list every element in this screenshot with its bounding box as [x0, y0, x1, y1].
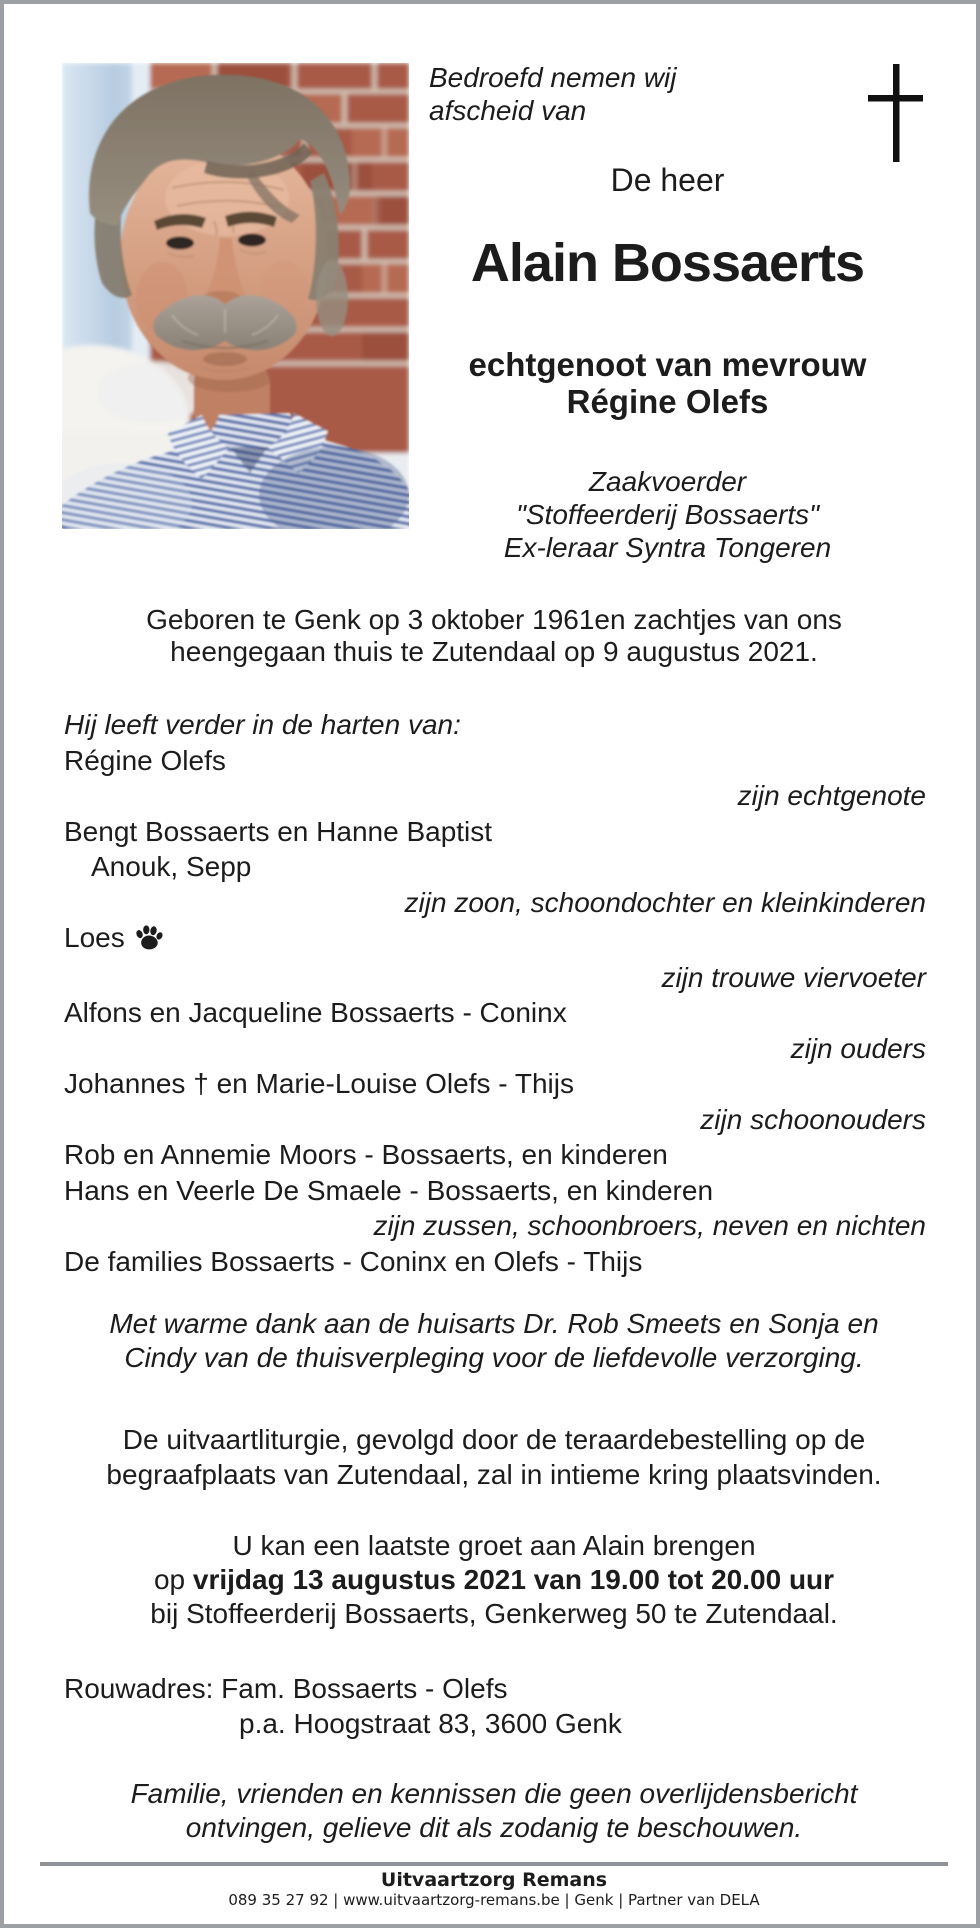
mourning-address: [64, 1671, 926, 1741]
latin-cross-icon: [868, 64, 926, 164]
intro-line2: afscheid van: [429, 95, 587, 126]
spouse-line2: Régine Olefs: [566, 383, 769, 420]
portrait-photo: [62, 63, 409, 529]
role-line: Zaakvoerder: [588, 466, 747, 497]
roles: [409, 465, 926, 564]
relation-label: zijn zussen, schoonbroers, neven en nichten: [373, 1210, 926, 1241]
survivor-line: Régine Olefs: [64, 744, 226, 776]
life-dates-line1: Geboren te Genk op 3 oktober 1961en zachtjes van ons: [146, 604, 842, 635]
survivor-line: Alfons en Jacqueline Bossaerts - Coninx: [64, 997, 567, 1028]
farewell-text: [62, 1529, 926, 1631]
thanks-line1: Met warme dank aan de huisarts Dr. Rob Smeets en Sonja en: [109, 1308, 879, 1339]
farewell-line1: U kan een laatste groet aan Alain brengen: [232, 1530, 756, 1561]
liturgy-line2: begraafplaats van Zutendaal, zal in intieme kring plaatsvinden.: [106, 1459, 882, 1490]
liturgy-line1: De uitvaartliturgie, gevolgd door de teraardebestelling op de: [122, 1424, 866, 1455]
farewell-line3: bij Stoffeerderij Bossaerts, Genkerweg 50 te Zutendaal.: [150, 1598, 838, 1629]
salutation: De heer: [610, 162, 725, 198]
survivors-list: [64, 707, 926, 1279]
paw-icon: [134, 924, 164, 960]
role-line: Ex-leraar Syntra Tongeren: [503, 532, 832, 563]
intro-text: [429, 61, 676, 127]
thanks-text: [62, 1307, 926, 1375]
relation-label: zijn ouders: [790, 1032, 926, 1064]
liturgy-text: [62, 1422, 926, 1492]
deceased-name: Alain Bossaerts: [470, 233, 865, 293]
survivor-line: De families Bossaerts - Coninx en Olefs - Thijs: [64, 1245, 643, 1277]
survivor-line: Johannes † en Marie-Louise Olefs - Thijs: [64, 1068, 574, 1099]
farewell-line2-prefix: op: [153, 1564, 193, 1595]
thanks-line2: Cindy van de thuisverpleging voor de liefdevolle verzorging.: [124, 1342, 864, 1373]
farewell-line2-datetime: vrijdag 13 augustus 2021 van 19.00 tot 20.00 uur: [192, 1564, 835, 1595]
survivor-line: Loes: [64, 920, 926, 960]
survivor-line: Anouk, Sepp: [91, 851, 252, 882]
survivors-intro: Hij leeft verder in de harten van:: [64, 709, 461, 740]
relation-label: zijn trouwe viervoeter: [661, 961, 926, 993]
mourning-address-line2: p.a. Hoogstraat 83, 3600 Genk: [239, 1708, 622, 1739]
survivor-line: Rob en Annemie Moors - Bossaerts, en kinderen: [64, 1139, 668, 1170]
notice-line2: ontvingen, gelieve dit als zodanig te beschouwen.: [185, 1812, 803, 1843]
funeral-home-name: Uitvaartzorg Remans: [380, 1869, 608, 1891]
relation-label: zijn echtgenote: [737, 780, 926, 811]
intro-line1: Bedroefd nemen wij: [429, 62, 677, 93]
relation-label: zijn zoon, schoondochter en kleinkinderen: [404, 886, 926, 918]
notice-text: [62, 1777, 926, 1845]
spouse-line1: echtgenoot van mevrouw: [468, 346, 867, 383]
survivor-line: Bengt Bossaerts en Hanne Baptist: [64, 815, 493, 847]
spouse-lines: [409, 346, 926, 420]
relation-label: zijn schoonouders: [700, 1103, 926, 1135]
funeral-home-info: 089 35 27 92 | www.uitvaartzorg-remans.be | Genk | Partner van DELA: [228, 1891, 760, 1909]
mourning-address-line1: Rouwadres: Fam. Bossaerts - Olefs: [64, 1673, 508, 1704]
farewell-line2: [62, 1563, 926, 1597]
life-dates-line2: heengegaan thuis te Zutendaal op 9 augustus 2021.: [170, 636, 818, 667]
notice-line1: Familie, vrienden en kennissen die geen overlijdensbericht: [130, 1778, 858, 1809]
survivor-line: Hans en Veerle De Smaele - Bossaerts, en kinderen: [64, 1174, 714, 1206]
role-line: "Stoffeerderij Bossaerts": [515, 499, 820, 530]
life-dates: [62, 604, 926, 668]
footer-divider: [40, 1862, 948, 1866]
